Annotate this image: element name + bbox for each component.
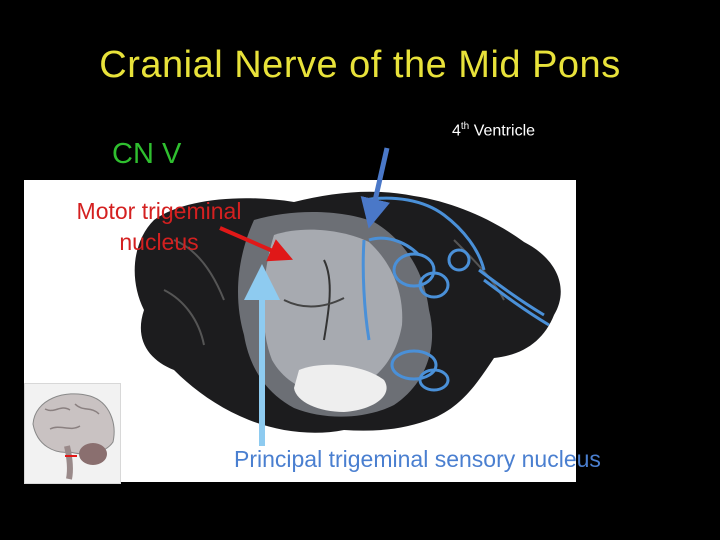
motor-label-line2: nucleus <box>119 229 199 255</box>
principal-sensory-nucleus-label <box>234 446 601 473</box>
ventricle-ordinal-suffix: th <box>460 121 470 132</box>
cranial-nerve-label: CN V <box>112 138 182 170</box>
motor-label-line1: Motor trigeminal <box>76 198 242 224</box>
principal-label-part1: Principal trigeminal sensory <box>234 446 516 472</box>
arrow-down-icon <box>372 148 387 214</box>
slide-title: Cranial Nerve of the Mid Pons <box>99 44 621 86</box>
ventricle-number: 4 <box>452 122 461 140</box>
arrow-right-icon <box>220 228 282 255</box>
principal-label-part2: nucleus <box>515 446 601 472</box>
ventricle-word: Ventricle <box>469 122 536 140</box>
